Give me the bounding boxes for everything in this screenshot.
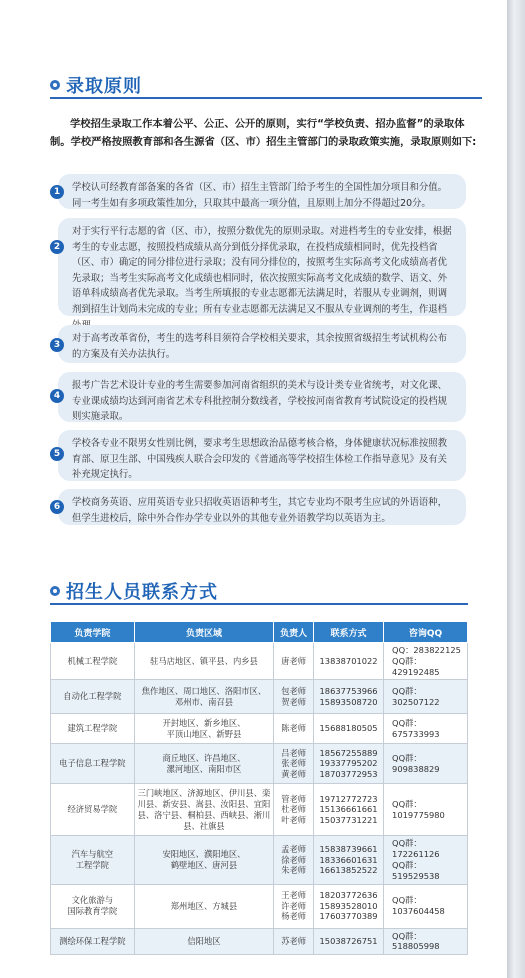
people-cell: 唐老师: [274, 643, 314, 680]
section-title-text: 招生人员联系方式: [66, 582, 218, 603]
region-cell: 安阳地区、濮阳地区、 鹤壁地区、唐河县: [134, 836, 274, 884]
people-cell: 王老师 许老师 杨老师: [274, 884, 314, 928]
college-cell: 经济贸易学院: [51, 784, 135, 836]
table-row: [51, 680, 468, 714]
region-cell: 驻马店地区、镇平县、内乡县: [134, 643, 274, 680]
header-contact: 联系方式: [314, 622, 384, 643]
principle-text: 报考广告艺术设计专业的考生需要参加河南省组织的美术与设计类专业省统考，对文化课、专业课成绩均达到河南省艺术专科批控制分数线者，学校按河南省教育考试院设定的投档规则实施录取。: [72, 380, 448, 423]
title-rule: [50, 97, 482, 99]
qq-cell: QQ群：1019775980: [384, 784, 468, 836]
header-qq: 咨询QQ: [384, 622, 468, 643]
people-cell: 苏老师: [274, 928, 314, 955]
region-cell: 郑州地区、方城县: [134, 884, 274, 928]
college-cell: 汽车与航空 工程学院: [51, 836, 135, 884]
qq-cell: QQ群：518805998: [384, 928, 468, 955]
principle-item: [53, 489, 466, 525]
people-cell: 吕老师 张老师 黄老师: [274, 744, 314, 784]
page-edge: [507, 0, 525, 978]
table-row: [51, 784, 468, 836]
people-cell: 包老师 贺老师: [274, 680, 314, 714]
principle-text: 学校商务英语、应用英语专业只招收英语语种考生，其它专业均不限考生应试的外语语种，但学生进校后，除中外合作办学专业以外的其他专业外语教学均以英语为主。: [72, 497, 448, 524]
section-title-admission: [50, 72, 142, 98]
section-title-contacts: [50, 578, 218, 604]
principle-item: [53, 218, 466, 316]
college-cell: 电子信息工程学院: [51, 744, 135, 784]
bullet-circle-icon: [50, 586, 60, 596]
number-badge: 1: [50, 185, 64, 199]
region-cell: 开封地区、新乡地区、 平顶山地区、新野县: [134, 714, 274, 744]
number-badge: 6: [50, 500, 64, 514]
college-cell: 自动化工程学院: [51, 680, 135, 714]
phone-cell: 18567255889 19337795202 18703772953: [314, 744, 384, 784]
college-cell: 测绘环保工程学院: [51, 928, 135, 955]
region-cell: 焦作地区、周口地区、洛阳市区、 邓州市、南召县: [134, 680, 274, 714]
table-row: [51, 836, 468, 884]
qq-cell: QQ群：172261126 QQ群：519529538: [384, 836, 468, 884]
table-row: [51, 744, 468, 784]
title-rule: [50, 603, 468, 605]
principle-item: [53, 430, 466, 481]
number-badge: 4: [50, 389, 64, 403]
people-cell: 管老师 杜老师 叶老师: [274, 784, 314, 836]
qq-cell: QQ群：302507122: [384, 680, 468, 714]
principle-item: [53, 174, 466, 209]
qq-cell: QQ：283822125 QQ群：429192485: [384, 643, 468, 680]
number-badge: 5: [50, 447, 64, 461]
table-row: [51, 928, 468, 955]
phone-cell: 19712772723 15136661661 15037731221: [314, 784, 384, 836]
region-cell: 三门峡地区、济源地区、伊川县、栾川县、新安县、嵩县、汝阳县、宜阳县、洛宁县、桐柏县、西峡县、淅川县、社旗县: [134, 784, 274, 836]
phone-cell: 13838701022: [314, 643, 384, 680]
qq-cell: QQ群：1037604458: [384, 884, 468, 928]
header-college: 负责学院: [51, 622, 135, 643]
qq-cell: QQ群：909838829: [384, 744, 468, 784]
college-cell: 机械工程学院: [51, 643, 135, 680]
contacts-table: [50, 621, 468, 955]
intro-paragraph: 学校招生录取工作本着公平、公正、公开的原则，实行“学校负责、招办监督”的录取体制。学校严格按照教育部和各生源省（区、市）招生主管部门的录取政策实施，录取原则如下:: [50, 118, 477, 148]
number-badge: 3: [50, 338, 64, 352]
phone-cell: 15038726751: [314, 928, 384, 955]
bullet-circle-icon: [50, 80, 60, 90]
table-row: [51, 643, 468, 680]
principle-text: 对于高考改革省份，考生的选考科目须符合学校相关要求，其余按照省级招生考试机构公布的方案及有关办法执行。: [72, 333, 448, 360]
number-badge: 2: [50, 240, 64, 254]
table-row: [51, 884, 468, 928]
people-cell: 陈老师: [274, 714, 314, 744]
phone-cell: 18637753966 15893508720: [314, 680, 384, 714]
college-cell: 文化旅游与 国际教育学院: [51, 884, 135, 928]
table-row: [51, 714, 468, 744]
phone-cell: 15838739661 18336601631 16613852522: [314, 836, 384, 884]
college-cell: 建筑工程学院: [51, 714, 135, 744]
phone-cell: 18203772636 15893528010 17603770389: [314, 884, 384, 928]
people-cell: 孟老师 徐老师 朱老师: [274, 836, 314, 884]
principle-text: 对于实行平行志愿的省（区、市），按照分数优先的原则录取。对进档考生的专业安排，根据考生的专业志愿，按照投档成绩从高分到低分择优录取，在投档成绩相同时，优先投档省（区、市）确定的同分排位进行录取；没有同分排位的，按照考生实际高考文化成绩高者优先录取；当考生实际高考文化成绩也相同时，依次按照实际高考文化成绩的数学、语文、外语单科成绩高者优先录取。当考生所填报的专业志愿都无法满足时，若服从专业调剂，则调剂到招生计划尚未完成的专业；所有专业志愿都无法满足又不服从专业调剂的考生，作退档: [72, 226, 452, 315]
principle-item: [53, 325, 466, 363]
principle-text: 学校各专业不限男女性别比例，要求考生思想政治品德考核合格，身体健康状况标准按照教育部、原卫生部、中国残疾人联合会印发的《普通高等学校招生体检工作指导意见》及有关补充规定执行。: [72, 438, 448, 481]
header-person: 负责人: [274, 622, 314, 643]
region-cell: 商丘地区、许昌地区、 漯河地区、南阳市区: [134, 744, 274, 784]
region-cell: 信阳地区: [134, 928, 274, 955]
principle-item: [53, 372, 466, 423]
phone-cell: 15688180505: [314, 714, 384, 744]
qq-cell: QQ群：675733993: [384, 714, 468, 744]
principle-text: 学校认可经教育部备案的各省（区、市）招生主管部门给予考生的全国性加分项目和分值。同一考生如有多项政策性加分，只取其中最高一项分值，且原则上加分不得超过20分。: [72, 182, 448, 209]
section-title-text: 录取原则: [66, 76, 142, 97]
header-region: 负责区域: [134, 622, 274, 643]
